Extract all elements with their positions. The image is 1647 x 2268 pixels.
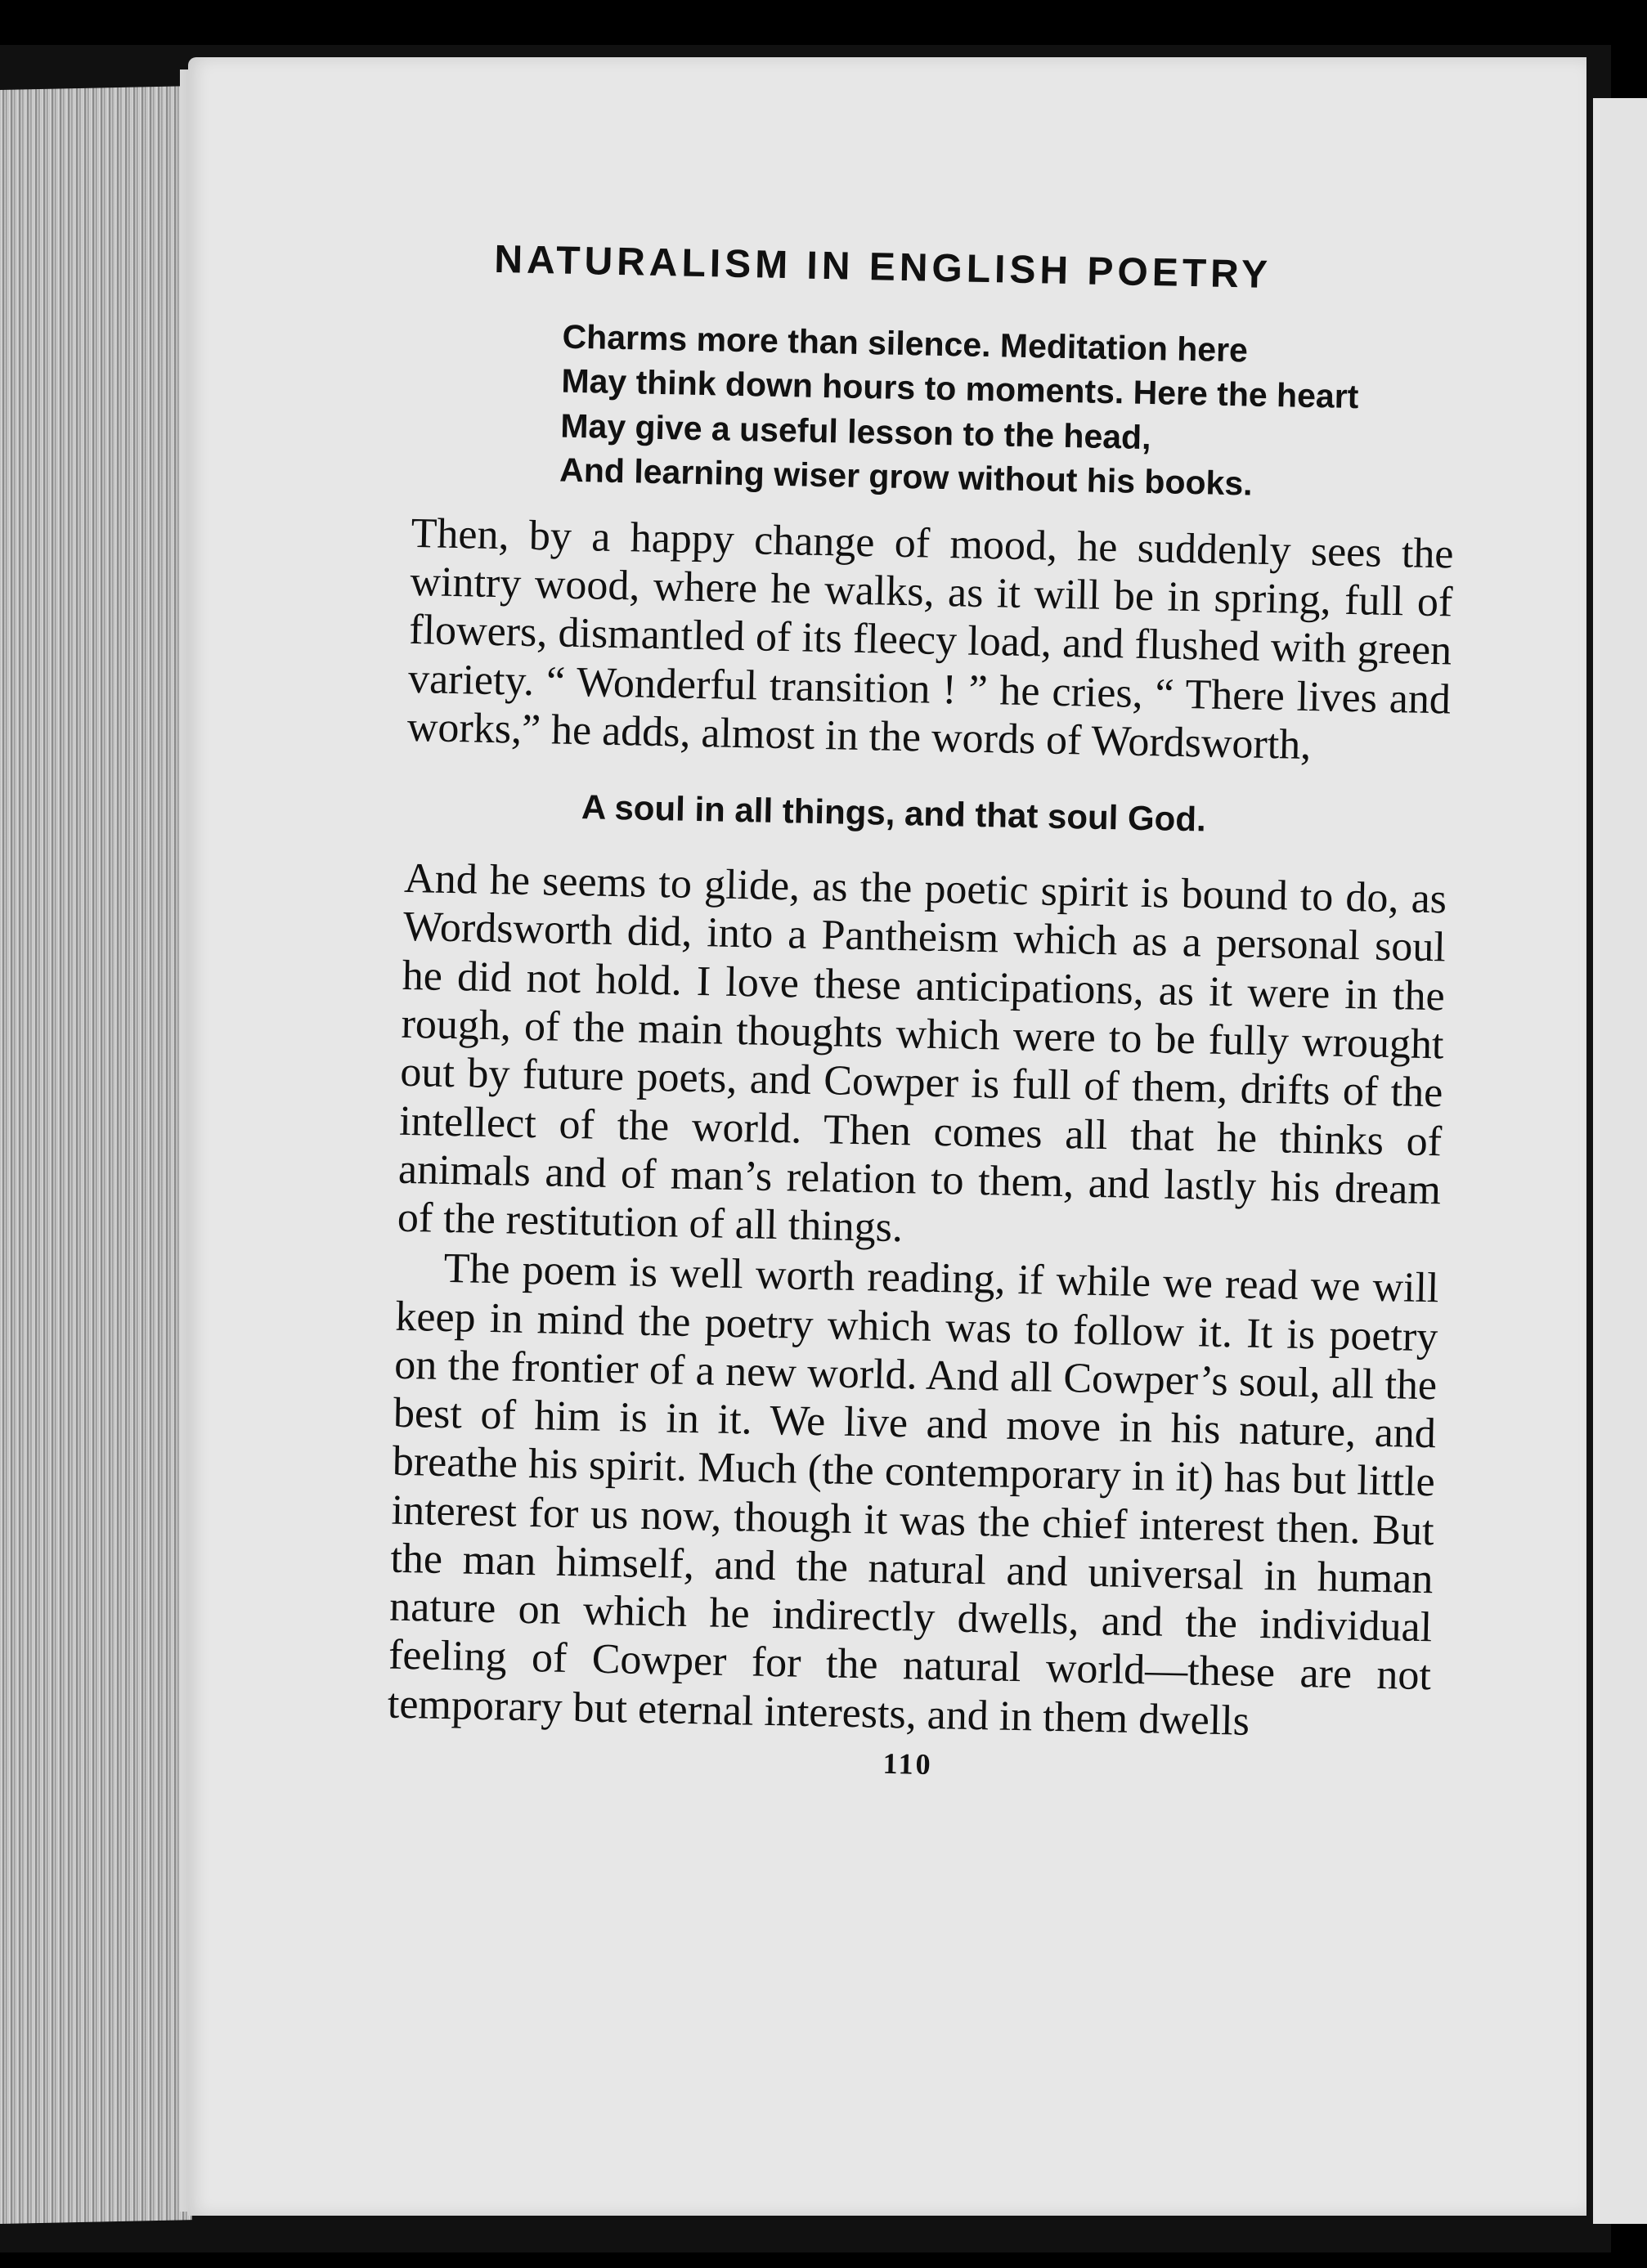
- verse-line-1: Charms more than silence. Meditation here: [562, 317, 1249, 370]
- next-page-edge: [1588, 98, 1647, 2224]
- body-paragraph-1: Then, by a happy change of mood, he suddenly sees the wintry wood, where he walks, as it will be in spring, full of flowers, dismantled of its fleecy load, and flushed with green variety. “ Wonderful transition ! ” he cries, “ There lives and works,” he adds, almost in the words of Wordsworth,: [406, 509, 1455, 769]
- verse-line-3: May give a useful lesson to the head,: [559, 406, 1151, 456]
- verse-line-4: And learning wiser grow without his books.: [559, 450, 1253, 503]
- body-paragraph-3: The poem is well worth reading, if while we read we will keep in mind the poetry which was to follow it. It is poetry on the frontier of a new world. And all Cowper’s soul, all the best of him is in it. We live and move in his nature, and breathe his spirit. Much (the contemporary in it) has but little interest for us now, though it was the chief interest then. But the man himself, and the natural and universal in human nature on which he indirectly dwells, and the individual feeling of Cowper for the natural world—these are not temporary but eternal interests, and in them dwells: [387, 1245, 1440, 1745]
- page-number: 110: [882, 1746, 934, 1781]
- verse-line-2: May think down hours to moments. Here the heart: [561, 361, 1359, 416]
- quoted-line: A soul in all things, and that soul God.: [581, 787, 1207, 839]
- running-title: NATURALISM IN ENGLISH POETRY: [493, 237, 1272, 297]
- page-edges: [0, 86, 192, 2224]
- body-paragraph-2: And he seems to glide, as the poetic spirit is bound to do, as Wordsworth did, into a Pantheism which as a personal soul he did not hold. I love these anticipations, as it were in the rough, of the main thoughts which were to be fully wrought out by future poets, and Cowper is full of them, drifts of the intellect of the world. Then comes all that he thinks of animals and of man’s relation to them, and lastly his dream of the restitution of all things.: [397, 855, 1447, 1252]
- verse-block: [559, 314, 1458, 510]
- page-content: [386, 237, 1459, 1791]
